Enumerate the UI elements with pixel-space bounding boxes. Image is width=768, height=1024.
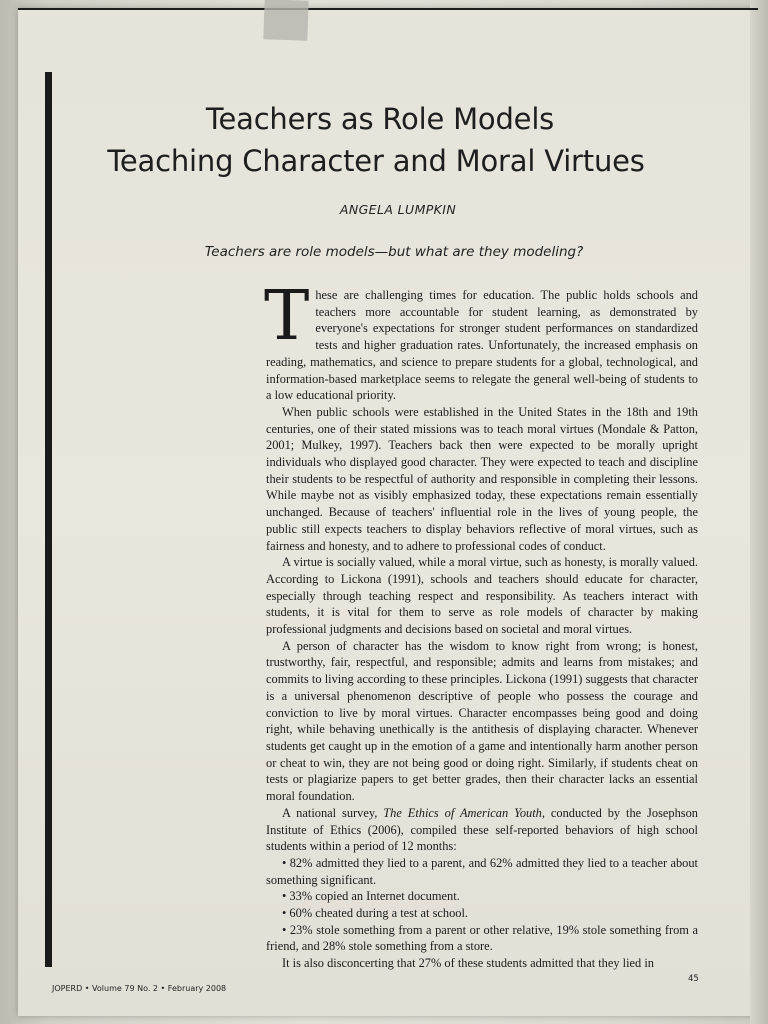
paragraph-4: A person of character has the wisdom to know right from wrong; is honest, trustworthy, fair, respectful, and responsible; admits and learns from mistakes; and commits to living according to these principles. Lickona (1991) suggests that character is a universal phenomenon descriptive of people who possess the courage and conviction to live by moral virtues. Character encompasses being good and doing right, while behaving unethically is the antithesis of displaying character. Whenever students get caught up in the emotion of a game and intentionally harm another person or cheat to win, they are not being good or doing right. Similarly, if students cheat on tests or plagiarize papers to get better grades, then their character lacks an essential moral foundation. [266, 638, 698, 804]
article-title-line1: Teachers as Role Models [205, 102, 555, 136]
page-number: 45 [688, 974, 699, 984]
bullet-item: • 82% admitted they lied to a parent, and 62% admitted they lied to a teacher about something significant. [266, 855, 698, 887]
tape-mark [263, 0, 308, 41]
author-byline: ANGELA LUMPKIN [339, 202, 457, 217]
article-title-line2: Teaching Character and Moral Virtues [107, 144, 645, 178]
article-body [264, 277, 699, 971]
page-top-rule [18, 8, 758, 10]
survey-title: The Ethics of American Youth, [383, 805, 545, 820]
survey-bullet-list [266, 855, 698, 955]
bullet-item: • 33% copied an Internet document. [282, 889, 460, 904]
drop-cap: T [264, 277, 310, 356]
paragraph-5-rest: conducted by the Josephson Institute of Ethics (2006), compiled these self-reported behaviors of high school students within a period of 12 months: [266, 805, 699, 854]
bullet-item: • 23% stole something from a parent or other relative, 19% stole something from a friend, and 28% stole something from a store. [266, 922, 698, 954]
journal-footer: JOPERD • Volume 79 No. 2 • February 2008 [52, 984, 227, 993]
article-deck: Teachers are role models—but what are they modeling? [204, 244, 584, 260]
paragraph-2: When public schools were established in the United States in the 18th and 19th centuries, one of their stated missions was to teach moral virtues (Mondale & Patton, 2001; Mulkey, 1997). Teachers back then were expected to be morally upright individuals who displayed good character. They were expected to teach and discipline their students to be respectful of authority and responsible in completing their lessons. While maybe not as visibly emphasized today, these expectations remain essentially unchanged. Because of teachers' influential role in the lives of young people, the public still expects teachers to display behaviors reflective of moral virtues, such as fairness and honesty, and to adhere to professional codes of conduct. [266, 404, 698, 553]
paragraph-1 [264, 277, 698, 404]
paragraph-6: It is also disconcerting that 27% of these students admitted that they lied in [282, 956, 654, 971]
paragraph-1-text: hese are challenging times for education. The public holds schools and teachers more accountable for student learning, as demonstrated by everyone's expectations for stronger student performances on standardized tests and higher graduation rates. Unfortunately, the increased emphasis on reading, mathematics, and science to prepare students for a global, technological, and information-based marketplace seems to relegate the general well-being of students to a low educational priority. [266, 288, 698, 403]
paragraph-5 [266, 805, 698, 855]
paragraph-3: A virtue is socially valued, while a moral virtue, such as honesty, is morally valued. According to Lickona (1991), schools and teachers should educate for character, especially through teaching respect and responsibility. As teachers interact with students, it is vital for them to serve as role models of character by making professional judgments and decisions based on societal and moral virtues. [266, 555, 698, 637]
bullet-item: • 60% cheated during a test at school. [282, 906, 469, 921]
paragraph-5-lead: A national survey, [282, 805, 384, 820]
